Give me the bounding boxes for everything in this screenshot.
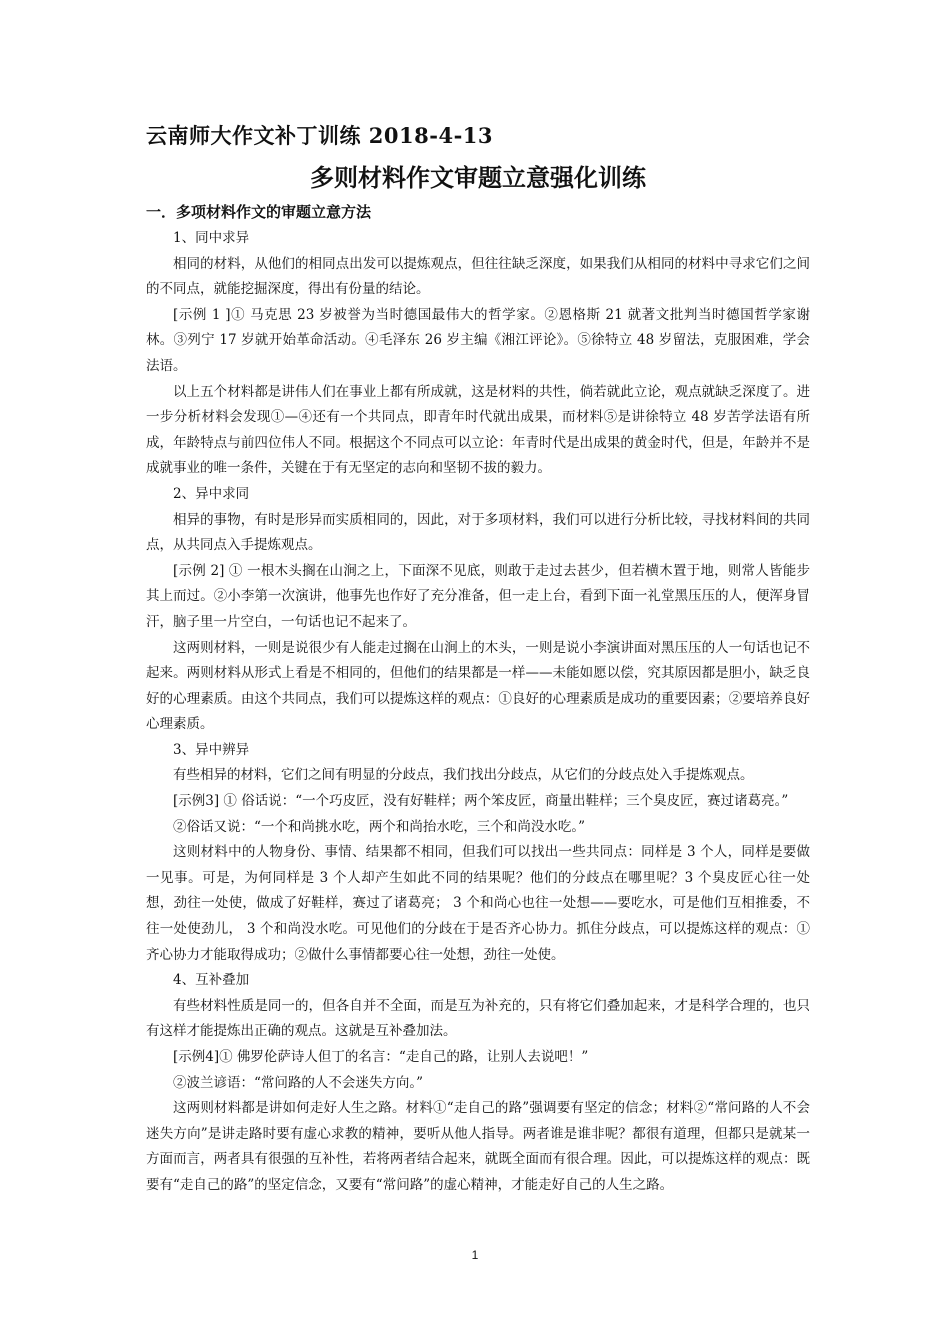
subheading-method-3: 3、异中辨异 — [173, 741, 250, 758]
example-paragraph: [示例3] ① 俗话说：“一个巧皮匠，没有好鞋样；两个笨皮匠，商量出鞋样；三个臭皮匠，赛过诸葛亮。” — [173, 793, 789, 810]
example-paragraph: ②波兰谚语：“常问路的人不会迷失方向。” — [173, 1074, 424, 1091]
subheading-method-4: 4、互补叠加 — [173, 972, 250, 989]
example-paragraph: [示例4]① 佛罗伦萨诗人但丁的名言：“走自己的路，让别人去说吧！” — [173, 1049, 589, 1065]
paragraph: 相异的事物，有时是形异而实质相同的，因此，对于多项材料，我们可以进行分析比较，寻找材料间的共同点，从共同点入手提炼观点。 — [146, 511, 810, 554]
page-number: 1 — [471, 1248, 479, 1262]
paragraph: 以上五个材料都是讲伟人们在事业上都有所成就，这是材料的共性，倘若就此立论，观点就缺乏深度了。进一步分析材料会发现①—④还有一个共同点，即青年时代就出成果，而材料⑤是讲徐特立 48 岁苦学法语有所成，年龄特点与前四位伟人不同。根据这个不同点可以立论：年青时代是出成果的黄金时代，但是，年龄并不是成就事业的唯一条件，关键在于有无坚定的志向和坚韧不拔的毅力。 — [146, 383, 810, 477]
subheading-method-1: 1、同中求异 — [173, 230, 250, 246]
document-header-title: 云南师大作文补丁训练 2018-4-13 — [146, 123, 494, 148]
paragraph: 这两则材料都是讲如何走好人生之路。材料①“走自己的路”强调要有坚定的信念；材料②“常问路的人不会迷失方向”是讲走路时要有虚心求教的精神，要听从他人指导。两者谁是谁非呢？都很有道理，但都只是就某一方面而言，两者具有很强的互补性，若将两者结合起来，就既全面而有很合理。因此，可以提炼这样的观点：既要有“走自己的路”的坚定信念，又要有“常问路”的虚心精神，才能走好自己的人生之路。 — [146, 1100, 810, 1193]
paragraph: 相同的材料，从他们的相同点出发可以提炼观点，但往往缺乏深度，如果我们从相同的材料中寻求它们之间的不同点，就能挖掘深度，得出有份量的结论。 — [146, 255, 810, 298]
paragraph: 有些材料性质是同一的，但各自并不全面，而是互为补充的，只有将它们叠加起来，才是科学合理的，也只有这样才能提炼出正确的观点。这就是互补叠加法。 — [146, 997, 810, 1040]
example-paragraph: [示例 2] ① 一根木头搁在山涧之上，下面深不见底，则敢于走过去甚少，但若横木置于地，则常人皆能步其上而过。②小李第一次演讲，他事先也作好了充分准备，但一走上台，看到下面一礼堂黑压压的人，便浑身冒汗，脑子里一片空白，一句话也记不起来了。 — [146, 562, 810, 630]
example-paragraph: [示例 1 ]① 马克思 23 岁被誉为当时德国最伟大的哲学家。②恩格斯 21 就著文批判当时德国哲学家谢林。③列宁 17 岁就开始革命活动。④毛泽东 26 岁主编《湘江评论》。⑤徐特立 48 岁留法，克服困难，学会法语。 — [146, 306, 810, 374]
section-heading: 一．多项材料作文的审题立意方法 — [146, 203, 372, 221]
paragraph: 这两则材料，一则是说很少有人能走过搁在山涧上的木头，一则是说小李演讲面对黑压压的人一句话也记不起来。两则材料从形式上看是不相同的，但他们的结果都是一样——未能如愿以偿，究其原因都是胆小，缺乏良好的心理素质。由这个共同点，我们可以提炼这样的观点：①良好的心理素质是成功的重要因素；②要培养良好心理素质。 — [146, 639, 810, 733]
paragraph: 有些相异的材料，它们之间有明显的分歧点，我们找出分歧点，从它们的分歧点处入手提炼观点。 — [173, 767, 754, 784]
example-paragraph: ②俗话又说：“一个和尚挑水吃，两个和尚抬水吃，三个和尚没水吃。” — [173, 818, 586, 835]
paragraph: 这则材料中的人物身份、事情、结果都不相同，但我们可以找出一些共同点：同样是 3 个人，同样是要做一见事。可是，为何同样是 3 个人却产生如此不同的结果呢？他们的分歧点在哪里呢？3 个臭皮匠心往一处想，劲往一处使，做成了好鞋样，赛过了诸葛亮； 3 个和尚心也往一处想——要吃水，可是他们互相推委，不往一处使劲儿， 3 个和尚没水吃。可见他们的分歧在于是否齐心协力。抓住分歧点，可以提炼这样的观点：①齐心协力才能取得成功；②做什么事情都要心往一处想，劲往一处使。 — [146, 844, 810, 963]
page-title: 多则材料作文审题立意强化训练 — [310, 164, 646, 192]
page-content — [146, 120, 810, 1199]
subheading-method-2: 2、异中求同 — [173, 485, 250, 502]
